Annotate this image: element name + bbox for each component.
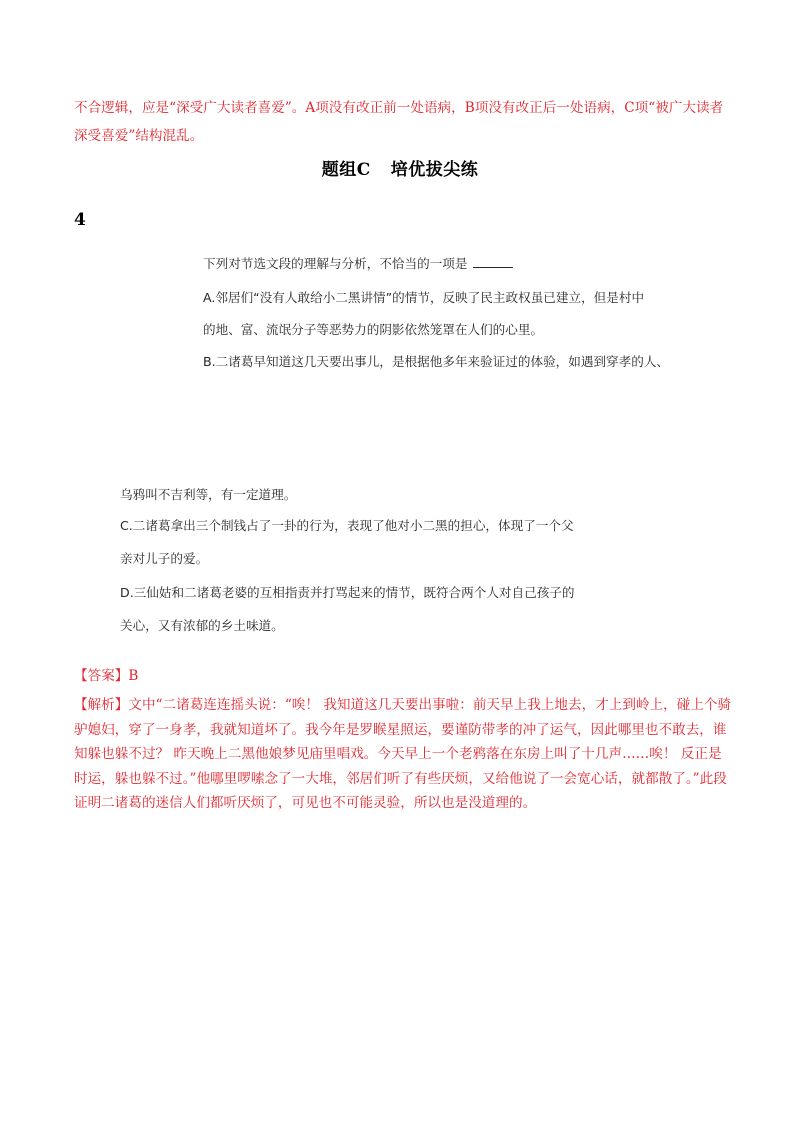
answer-blank — [473, 255, 513, 268]
question-number: 4 — [74, 210, 86, 230]
section-label: 题组C — [321, 160, 371, 180]
section-subtitle: 培优拔尖练 — [390, 160, 479, 180]
option-line: 亲对儿子的爱。 — [120, 551, 209, 566]
analysis-paragraph — [74, 693, 734, 816]
answer-line — [74, 662, 138, 690]
option-line: 关心，又有浓郁的乡土味道。 — [120, 618, 284, 633]
option-line: 的地、富、流氓分子等恶势力的阴影依然笼罩在人们的心里。 — [203, 322, 544, 337]
question-stem-text: 下列对节选文段的理解与分析，不恰当的一项是 — [203, 256, 468, 271]
option-line: 乌鸦叫不吉利等，有一定道理。 — [120, 487, 297, 502]
answer-value: B — [128, 668, 139, 684]
option-line: A.邻居们“没有人敢给小二黑讲情”的情节，反映了民主政权虽已建立，但是村中 — [203, 290, 645, 305]
section-title — [0, 155, 800, 180]
answer-label: 【答案】 — [74, 668, 129, 684]
analysis-text: 文中“二诸葛连连摇头说：“唉！ 我知道这几天要出事啦：前天早上我上地去，才上到岭上，碰上个骑驴媳妇，穿了一身孝，我就知道坏了。我今年是罗睺星照运，要谨防带孝的冲了运气，因此哪里也不敢去，谁知躲也躲不过？ 昨天晚上二黑他娘梦见庙里唱戏。今天早上一个老鸦落在东房上叫了十几声……唉！ 反正是时运，躲也躲不过。”他哪里啰嗦念了一大堆，邻居们听了有些厌烦，又给他说了一会宽心话，就都散了。”此段证明二诸葛的迷信人们都听厌烦了，可见也不可能灵验，所以也是没道理的。 — [74, 697, 732, 812]
question-stem — [203, 253, 513, 272]
analysis-label: 【解析】 — [74, 697, 129, 713]
previous-explanation: 不合逻辑，应是“深受广大读者喜爱”。A项没有改正前一处语病，B项没有改正后一处语病，C项“被广大读者深受喜爱”结构混乱。 — [74, 100, 724, 144]
option-line: C.二诸葛拿出三个制钱占了一卦的行为，表现了他对小二黑的担心，体现了一个父 — [120, 518, 574, 533]
option-line: B.二诸葛早知道这几天要出事儿，是根据他多年来验证过的体验，如遇到穿孝的人、 — [203, 354, 670, 369]
option-line: D.三仙姑和二诸葛老婆的互相指责并打骂起来的情节，既符合两个人对自己孩子的 — [120, 585, 575, 600]
